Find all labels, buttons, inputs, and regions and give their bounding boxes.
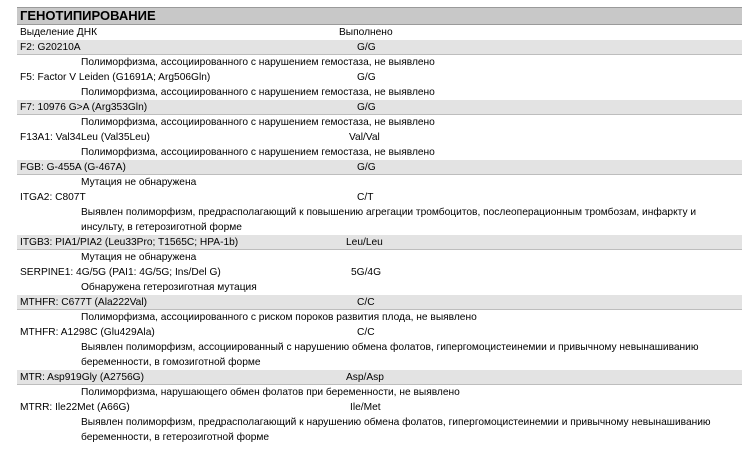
interpretation-note: Мутация не обнаружена: [81, 177, 197, 188]
genotype-row: [17, 370, 742, 385]
dna-extraction-row: [17, 25, 742, 40]
polymorphism-name: SERPINE1: 4G/5G (PAI1: 4G/5G; Ins/Del G): [20, 267, 221, 278]
genotype-row: [17, 70, 742, 85]
genotype-row: [17, 325, 742, 340]
genotype-row: [17, 190, 742, 205]
polymorphism-name: MTR: Asp919Gly (A2756G): [20, 372, 144, 383]
genotype-row: [17, 160, 742, 175]
interpretation-note: Полиморфизма, ассоциированного с нарушением гемостаза, не выявлено: [81, 87, 435, 98]
genotype-result: Asp/Asp: [346, 372, 384, 383]
genotype-row: [17, 400, 742, 415]
interpretation-note: Мутация не обнаружена: [81, 252, 197, 263]
report-title: ГЕНОТИПИРОВАНИЕ: [17, 7, 742, 25]
genotype-row: [17, 235, 742, 250]
polymorphism-name: F5: Factor V Leiden (G1691A; Arg506Gln): [20, 72, 211, 83]
genotype-row: [17, 100, 742, 115]
polymorphism-name: ITGB3: PIA1/PIA2 (Leu33Pro; T1565C; HPA-1b): [20, 237, 239, 248]
genotype-result: Ile/Met: [350, 402, 381, 413]
genotype-list: [17, 40, 742, 445]
polymorphism-name: F13A1: Val34Leu (Val35Leu): [20, 132, 150, 143]
polymorphism-name: MTRR: Ile22Met (A66G): [20, 402, 130, 413]
genotype-row: [17, 40, 742, 55]
interpretation-note: Полиморфизма, ассоциированного с риском пороков развития плода, не выявлено: [81, 312, 477, 323]
interpretation-note: Выявлен полиморфизм, ассоциированный с нарушению обмена фолатов, гипергомоцистеинемии и привычному невынашиванию беременности, в гомозиготной форме: [81, 342, 699, 368]
genotype-result: G/G: [357, 72, 376, 83]
genotype-row: [17, 265, 742, 280]
polymorphism-name: MTHFR: C677T (Ala222Val): [20, 297, 148, 308]
genotype-result: C/C: [357, 297, 375, 308]
genotyping-report: [17, 7, 742, 445]
genotype-row: [17, 130, 742, 145]
polymorphism-name: MTHFR: A1298C (Glu429Ala): [20, 327, 155, 338]
genotype-row: [17, 295, 742, 310]
interpretation-note: Выявлен полиморфизм, предрасполагающий к нарушению обмена фолатов, гипергомоцистеинемии и привычному невынашиванию беременности, в гетерозиготной форме: [81, 417, 711, 443]
genotype-result: Leu/Leu: [346, 237, 383, 248]
genotype-result: G/G: [357, 42, 376, 53]
polymorphism-name: F7: 10976 G>A (Arg353Gln): [20, 102, 148, 113]
interpretation-note: Полиморфизма, ассоциированного с нарушением гемостаза, не выявлено: [81, 117, 435, 128]
interpretation-note: Выявлен полиморфизм, предрасполагающий к повышению агрегации тромбоцитов, послеоперационным тромбозам, инфаркту и инсульту, в гетерозиготной форме: [81, 207, 697, 233]
test-name: Выделение ДНК: [20, 27, 98, 38]
interpretation-note: Обнаружена гетерозиготная мутация: [81, 282, 257, 293]
interpretation-note: Полиморфизма, нарушающего обмен фолатов при беременности, не выявлено: [81, 387, 460, 398]
genotype-result: G/G: [357, 102, 376, 113]
test-result: Выполнено: [339, 27, 393, 38]
polymorphism-name: ITGA2: C807T: [20, 192, 86, 203]
polymorphism-name: F2: G20210A: [20, 42, 81, 53]
polymorphism-name: FGB: G-455A (G-467A): [20, 162, 126, 173]
interpretation-note: Полиморфизма, ассоциированного с нарушением гемостаза, не выявлено: [81, 57, 435, 68]
genotype-result: Val/Val: [349, 132, 380, 143]
interpretation-note: Полиморфизма, ассоциированного с нарушением гемостаза, не выявлено: [81, 147, 435, 158]
genotype-result: 5G/4G: [351, 267, 382, 278]
genotype-result: C/T: [357, 192, 374, 203]
genotype-result: G/G: [357, 162, 376, 173]
genotype-result: C/C: [357, 327, 375, 338]
